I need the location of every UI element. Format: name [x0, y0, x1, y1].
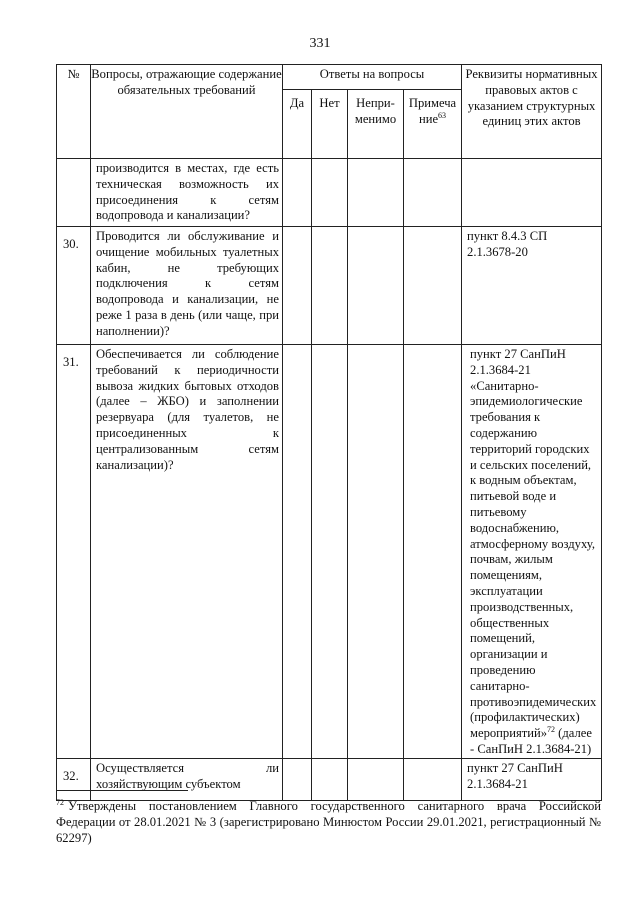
row-number: 31. [57, 345, 91, 759]
answer-yes-cell[interactable] [283, 227, 312, 345]
answer-not-applicable-cell[interactable] [348, 345, 404, 759]
answer-no-cell[interactable] [312, 227, 348, 345]
answer-note-cell[interactable] [404, 227, 462, 345]
footnote [56, 798, 601, 846]
requisite-footnote-ref: 72 [547, 725, 556, 735]
header-yes: Да [283, 90, 312, 159]
answer-not-applicable-cell[interactable] [348, 159, 404, 227]
header-note-footnote-ref: 63 [438, 110, 447, 120]
row-question: Осуществляется ли хозяйствующим субъектом [91, 758, 283, 800]
page-number: 331 [309, 36, 331, 51]
requisite-tail: (далее - СанПиН 2.1.3684-21) [470, 726, 592, 756]
row-question: Обеспечивается ли соблюдение требований к периодичности вывоза жидких бытовых отходов (далее – ЖБО) и заполнении резервуара (для туалетов, не присоединенных к централизованным сетям канализации)? [91, 345, 283, 759]
row-requisite: пункт 8.4.3 СП 2.1.3678-20 [462, 227, 602, 345]
header-questions: Вопросы, отражающие содержание обязательных требований [91, 65, 283, 159]
row-requisite: пункт 27 СанПиН 2.1.3684-21 [462, 758, 602, 800]
table-row [57, 758, 602, 800]
answer-note-cell[interactable] [404, 159, 462, 227]
header-note-label: Примеча ние [408, 96, 457, 126]
requisite-text: пункт 27 СанПиН 2.1.3684-21 «Санитарно-эпидемиологические требования к содержанию территорий городских и сельских поселений, к водным объектам, питьевой воде и питьевому водоснабжению, атмосферному воздуху, почвам, жилым помещениям, эксплуатации производственных, общественных помещений, организации и проведению санитарно-противоэпидемических (профилактических) мероприятий» [470, 347, 597, 741]
row-question: производится в местах, где есть техническая возможность их присоединения к сетям водопровода и канализации? [91, 159, 283, 227]
answer-note-cell[interactable] [404, 345, 462, 759]
answer-yes-cell[interactable] [283, 159, 312, 227]
answer-yes-cell[interactable] [283, 758, 312, 800]
header-answers: Ответы на вопросы [283, 65, 462, 90]
answer-note-cell[interactable] [404, 758, 462, 800]
header-number: № [57, 65, 91, 159]
row-requisite [462, 345, 602, 759]
table-row [57, 159, 602, 227]
table-row [57, 227, 602, 345]
row-number: 30. [57, 227, 91, 345]
row-requisite [462, 159, 602, 227]
answer-no-cell[interactable] [312, 159, 348, 227]
header-note [404, 90, 462, 159]
answer-not-applicable-cell[interactable] [348, 227, 404, 345]
row-number [57, 159, 91, 227]
table-row [57, 345, 602, 759]
checklist-table [56, 64, 602, 801]
answer-not-applicable-cell[interactable] [348, 758, 404, 800]
answer-no-cell[interactable] [312, 345, 348, 759]
header-no: Нет [312, 90, 348, 159]
header-not-applicable: Непри-менимо [348, 90, 404, 159]
row-question: Проводится ли обслуживание и очищение мобильных туалетных кабин, не требующих подключения к сетям водопровода и канализации, не реже 1 раза в день (или чаще, при наполнении)? [91, 227, 283, 345]
footnote-divider [56, 790, 188, 791]
footnote-mark: 72 [56, 798, 64, 807]
footnote-text: Утверждены постановлением Главного государственного санитарного врача Российской Федерации от 28.01.2021 № 3 (зарегистрировано Минюстом России 29.01.2021, регистрационный № 62297) [56, 799, 601, 845]
answer-no-cell[interactable] [312, 758, 348, 800]
answer-yes-cell[interactable] [283, 345, 312, 759]
header-requisites: Реквизиты нормативных правовых актов с указанием структурных единиц этих актов [462, 65, 602, 159]
row-number: 32. [57, 758, 91, 800]
